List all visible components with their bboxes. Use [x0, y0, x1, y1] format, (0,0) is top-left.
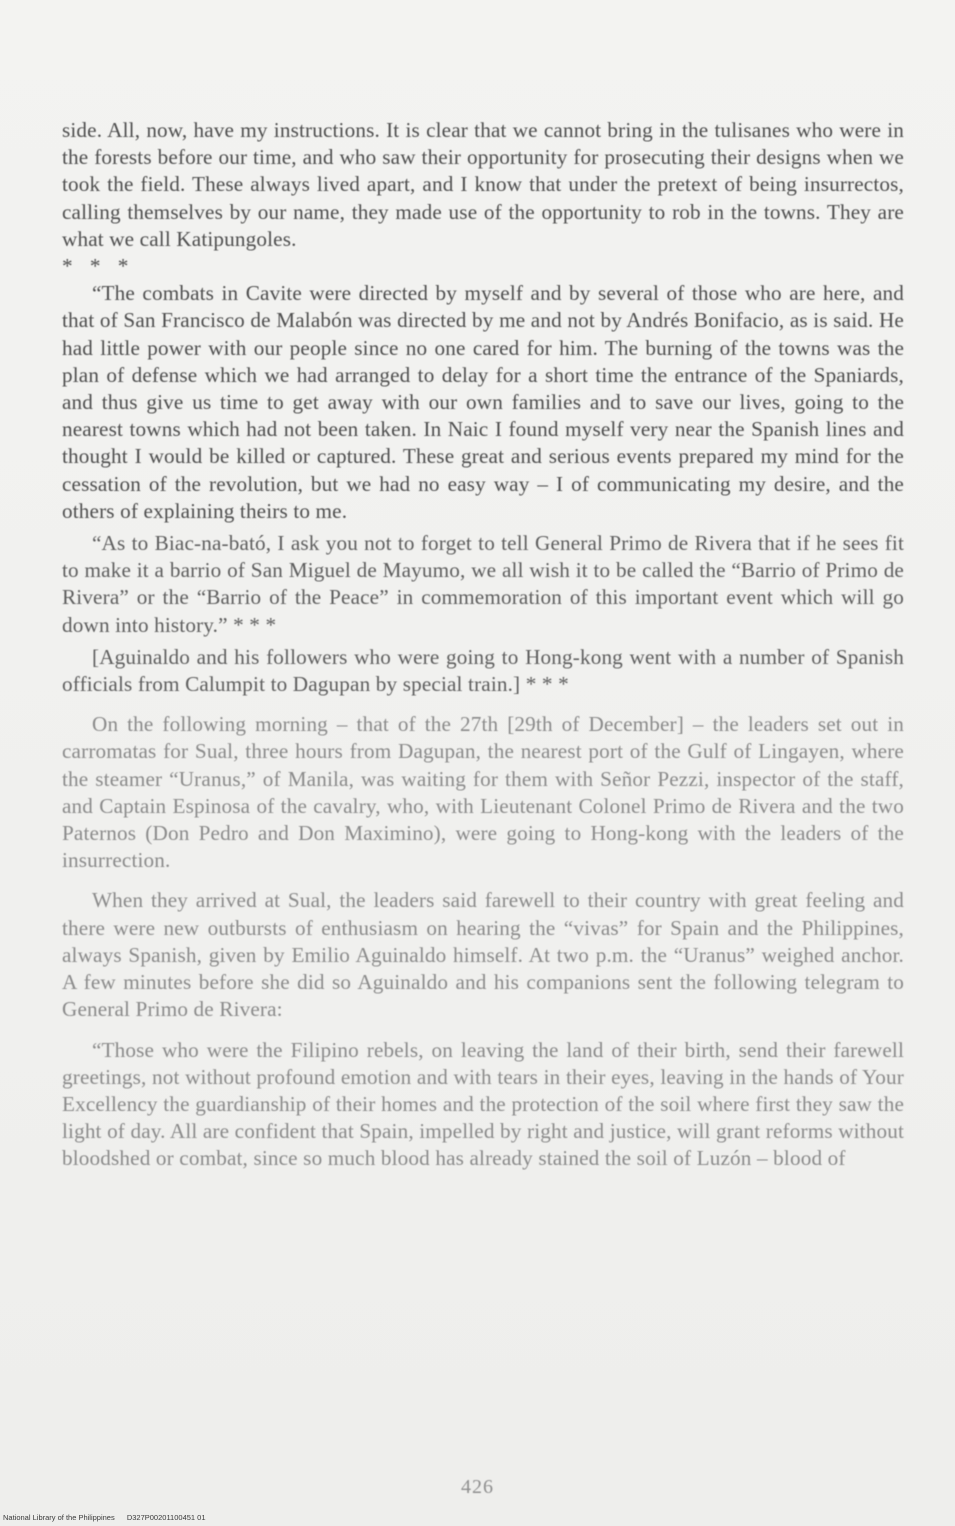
paragraph-continuation: side. All, now, have my instructions. It is clear that we cannot bring in the tulisanes who were in the forests before our time, and who saw their opportunity for prosecuting their designs when we took the field. These always lived apart, and I know that under the pretext of being insurrectos, calling themselves by our name, they made use of the opportunity to rob in the towns. They are what we call Katipungoles. — [62, 118, 904, 251]
paragraph-cavite-combats: “The combats in Cavite were directed by myself and by several of those who are here, and that of San Francisco de Malabón was directed by me and not by Andrés Bonifacio, as is said. He had little power with our people since no one cared for him. The burning of the towns was the plan of defense which we had arranged to delay for a short time the entrance of the Spaniards, and thus give us time to get away with our own families and to save our lives, going to the nearest towns which had not been taken. In Naic I found myself very near the Spanish lines and thought I would be killed or captured. These great and serious events prepared my mind for the cessation of the revolution, but we had no easy way – I of communicating my desire, and the others of explaining theirs to me. — [62, 281, 904, 523]
scan-footer — [3, 1513, 206, 1522]
body-text — [62, 117, 904, 1173]
footer-source: National Library of the Philippines — [3, 1513, 115, 1522]
paragraph-telegram: “Those who were the Filipino rebels, on leaving the land of their birth, send their farewell greetings, not without profound emotion and with tears in their eyes, leaving in the hands of Your Excellency the guardianship of their homes and the protection of the soil where first they saw the light of day. All are confident that Spain, impelled by right and justice, will grant reforms without bloodshed or combat, since so much blood has already stained the soil of Luzón – blood of — [62, 1037, 904, 1171]
paragraph-biac-na-bato: “As to Biac-na-bató, I ask you not to forget to tell General Primo de Rivera that if he sees fit to make it a barrio of San Miguel de Mayumo, we all wish it to be called the “Barrio of Primo de Rivera” or the “Barrio of the Peace” in commemoration of this important event which will go down into history.” * * * — [62, 531, 904, 637]
paragraph-arrival-at-sual: When they arrived at Sual, the leaders said farewell to their country with great feeling and there were new outbursts of enthusiasm on hearing the “vivas” for Spain and the Philippines, always Spanish, given by Emilio Aguinaldo himself. At two p.m. the “Uranus” weighed anchor. A few minutes before she did so Aguinaldo and his companions sent the following telegram to General Primo de Rivera: — [62, 888, 904, 1022]
footer-identifier: D327P00201100451 01 — [126, 1513, 206, 1522]
paragraph-special-train: [Aguinaldo and his followers who were going to Hong-kong went with a number of Spanish officials from Calumpit to Dagupan by special train.] * * * — [62, 644, 904, 697]
page-number: 426 — [461, 1476, 494, 1498]
paragraph-following-morning: On the following morning – that of the 27th [29th of December] – the leaders set out in carromatas for Sual, three hours from Dagupan, the nearest port of the Gulf of Lingayen, where the steamer “Uranus,” of Manila, was waiting for them with Señor Pezzi, inspector of the staff, and Captain Espinosa of the cavalry, who, with Lieutenant Colonel Primo de Rivera and the two Paternos (Don Pedro and Don Maximino), were going to Hong-kong with the leaders of the insurrection. — [62, 712, 904, 873]
section-break-stars: * * * — [62, 254, 135, 279]
